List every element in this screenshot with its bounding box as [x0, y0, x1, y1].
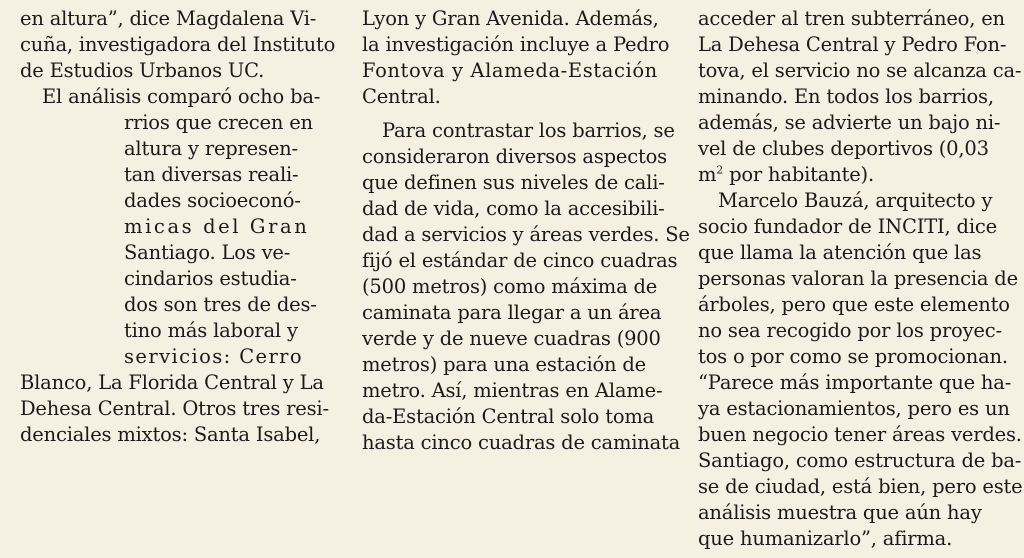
paragraph-start: Marcelo Bauzá, arquitecto y [718, 189, 993, 212]
text-line: tova, el servicio no se alcanza ca- [698, 59, 1022, 82]
text-line: Dehesa Central. Otros tres resi- [20, 397, 329, 420]
text-line: socio fundador de INCITI, dice [698, 215, 997, 238]
text-line: servicios: Cerro [124, 345, 304, 368]
text-line: caminata para llegar a un área [362, 301, 662, 324]
text-line: personas valoran la presencia de [698, 267, 1018, 290]
text-line: fijó el estándar de cinco cuadras [362, 249, 678, 272]
text-line: ya estacionamientos, pero es un [698, 397, 1010, 420]
text-line: metros) para una estación de [362, 353, 647, 376]
text-line: de Estudios Urbanos UC. [20, 59, 265, 82]
text-line [698, 162, 1010, 188]
unit-m: m [698, 163, 717, 186]
text-line: Santiago. Los ve- [124, 241, 291, 264]
text-line: dos son tres de des- [124, 293, 317, 316]
text-line: cindarios estudia- [124, 267, 297, 290]
text-line: Fontova y Alameda-Estación [362, 59, 658, 82]
text-line: dad a servicios y áreas verdes. Se [362, 223, 690, 246]
text-line: micas del Gran [124, 215, 310, 238]
text-line: altura y represen- [124, 137, 298, 160]
text-line: buen negocio tener áreas verdes. [698, 423, 1022, 446]
text-line: dad de vida, como la accesibili- [362, 197, 665, 220]
text-line: análisis muestra que aún hay [698, 501, 982, 524]
unit-superscript: 2 [716, 163, 724, 177]
text-line: denciales mixtos: Santa Isabel, [20, 423, 321, 446]
text-line: acceder al tren subterráneo, en [698, 7, 1005, 30]
text-line: rrios que crecen en [124, 111, 313, 134]
paragraph-start: Para contrastar los barrios, se [382, 119, 675, 142]
article-column-2 [362, 6, 690, 456]
paragraph-gap [362, 110, 682, 118]
text-line: que llama la atención que las [698, 241, 982, 264]
text-line: Lyon y Gran Avenida. Además, [362, 7, 659, 30]
text-line: vel de clubes deportivos (0,03 [698, 137, 989, 160]
text-fragment: por habitante). [729, 163, 874, 186]
text-line: que humanizarlo”, afirma. [698, 527, 953, 550]
text-line: no sea recogido por los proyec- [698, 319, 1002, 342]
text-line: verde y de nueve cuadras (900 [362, 327, 661, 350]
text-line: Santiago, como estructura de ba- [698, 449, 1022, 472]
text-line: la investigación incluye a Pedro [362, 33, 670, 56]
text-line: tos o por como se promocionan. [698, 345, 1008, 368]
text-line: se de ciudad, está bien, pero este [698, 475, 1023, 498]
text-line: Blanco, La Florida Central y La [20, 371, 324, 394]
text-line: hasta cinco cuadras de caminata [362, 431, 681, 454]
text-line: que definen sus niveles de cali- [362, 171, 665, 194]
text-line: tino más laboral y [124, 319, 298, 342]
text-line: da-Estación Central solo toma [362, 405, 655, 428]
text-line: (500 metros) como máxima de [362, 275, 658, 298]
text-line: La Dehesa Central y Pedro Fon- [698, 33, 1007, 56]
text-line: metro. Así, mientras en Alame- [362, 379, 663, 402]
text-line: árboles, pero que este elemento [698, 293, 1010, 316]
text-line: minando. En todos los barrios, [698, 85, 994, 108]
text-line: Central. [362, 85, 441, 108]
text-line: además, se advierte un bajo ni- [698, 111, 1001, 134]
text-line: “Parece más importante que ha- [698, 371, 1012, 394]
text-line: consideraron diversos aspectos [362, 145, 667, 168]
text-line: cuña, investigadora del Instituto [20, 33, 336, 56]
article-column-3 [698, 6, 1023, 552]
text-line: tan diversas reali- [124, 163, 299, 186]
article-column-1 [20, 6, 340, 448]
paragraph-start: El análisis comparó ocho ba- [42, 85, 321, 108]
text-line: dades socioeconó- [124, 189, 301, 212]
text-line: en altura”, dice Magdalena Vi- [20, 7, 317, 30]
